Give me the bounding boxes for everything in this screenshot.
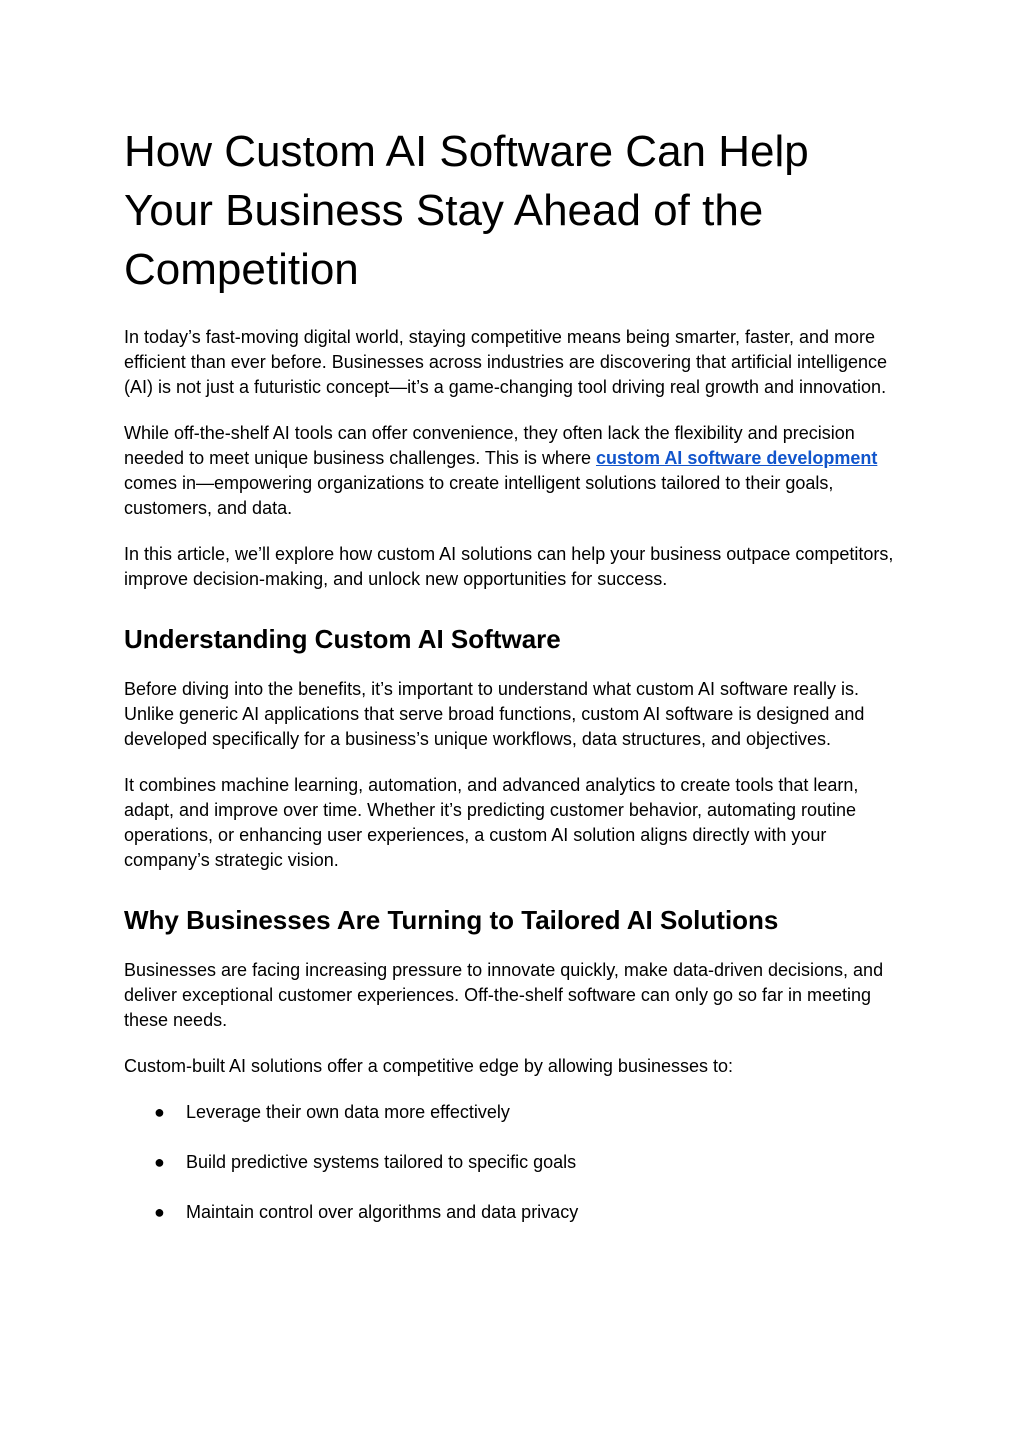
section-heading: Why Businesses Are Turning to Tailored AI Solutions (124, 905, 779, 935)
list-item (124, 1200, 900, 1225)
section-paragraph: Custom-built AI solutions offer a competitive edge by allowing businesses to: (124, 1056, 733, 1076)
list-item-text: Maintain control over algorithms and data privacy (186, 1202, 579, 1222)
bullet-icon: ● (154, 1102, 165, 1122)
benefits-list (124, 1100, 900, 1225)
section-paragraph: Businesses are facing increasing pressure to innovate quickly, make data-driven decisions, and deliver exceptional customer experiences. Off-the-shelf software can only go so far in meeting these needs. (124, 960, 884, 1030)
intro-paragraph: In today’s fast-moving digital world, staying competitive means being smarter, faster, and more efficient than ever before. Businesses across industries are discovering that artificial intelligence (AI) is not just a futuristic concept—it’s a game-changing tool driving real growth and innovation. (124, 327, 888, 397)
list-item (124, 1100, 900, 1125)
list-item-text: Leverage their own data more effectively (186, 1102, 510, 1122)
section-heading: Understanding Custom AI Software (124, 624, 561, 654)
list-item (124, 1150, 900, 1175)
document-page (124, 122, 900, 1250)
section-paragraph: It combines machine learning, automation, and advanced analytics to create tools that learn, adapt, and improve over time. Whether it’s predicting customer behavior, automating routine operations, or enhancing user experiences, a custom AI solution aligns directly with your company’s strategic vision. (124, 775, 859, 870)
paragraph-text: While off-the-shelf AI tools can offer convenience, they often lack the flexibility and precision needed to meet unique business challenges. This is where (124, 423, 855, 468)
intro-paragraph: In this article, we’ll explore how custom AI solutions can help your business outpace competitors, improve decision-making, and unlock new opportunities for success. (124, 544, 894, 589)
intro-paragraph-with-link (124, 421, 900, 521)
bullet-icon: ● (154, 1202, 165, 1222)
list-item-text: Build predictive systems tailored to specific goals (186, 1152, 577, 1172)
paragraph-text: comes in—empowering organizations to create intelligent solutions tailored to their goals, customers, and data. (124, 473, 834, 518)
document-title: How Custom AI Software Can Help Your Business Stay Ahead of the Competition (124, 127, 809, 294)
section-paragraph: Before diving into the benefits, it’s important to understand what custom AI software really is. Unlike generic AI applications that serve broad functions, custom AI software is designed and developed specifically for a business’s unique workflows, data structures, and objectives. (124, 679, 865, 749)
custom-ai-software-development-link[interactable]: custom AI software development (595, 448, 878, 468)
bullet-icon: ● (154, 1152, 165, 1172)
